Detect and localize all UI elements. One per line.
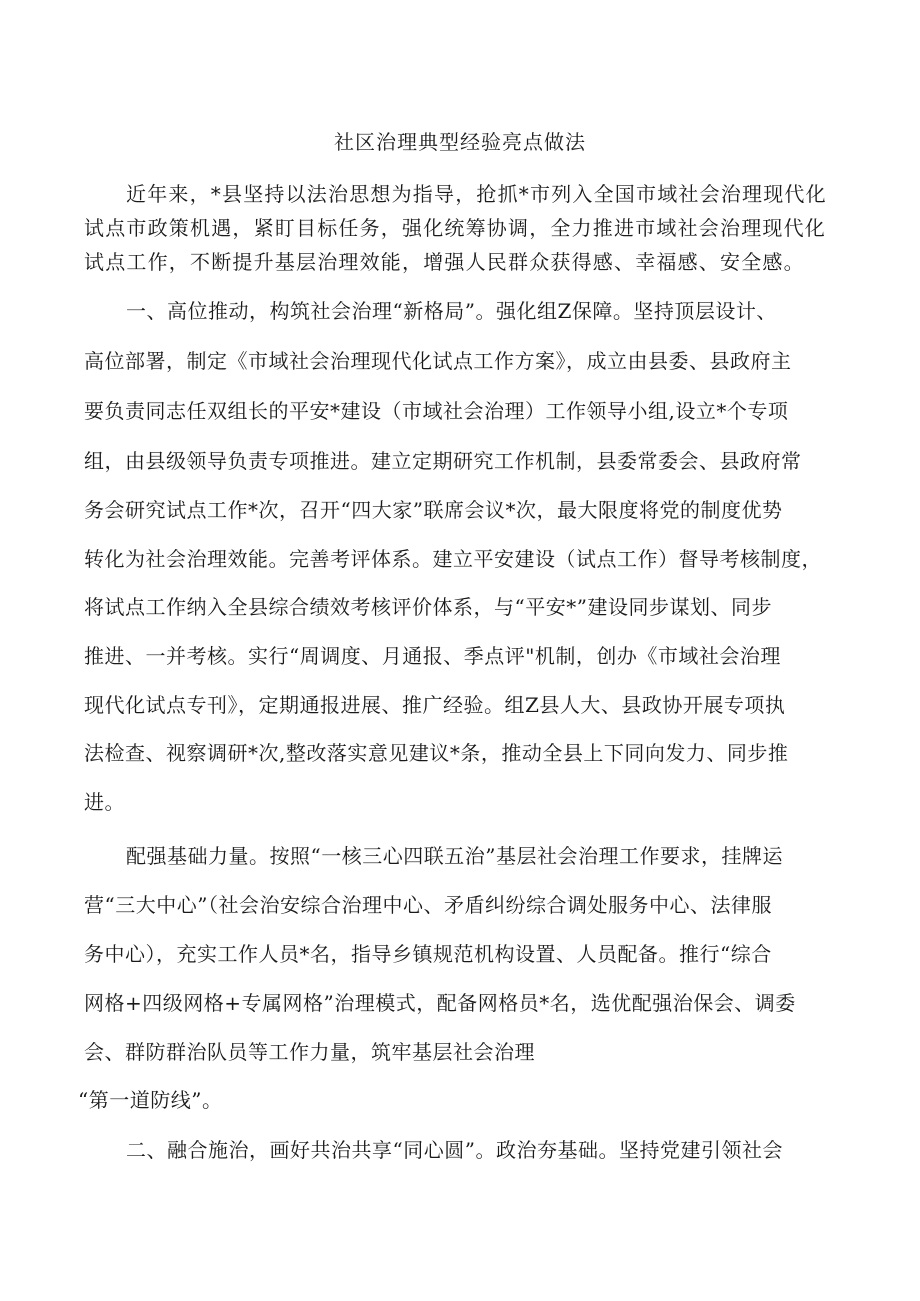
section2-line: 网格+四级网格+专属网格”治理模式，配备网格员*名，选优配强治保会、调委	[84, 991, 796, 1015]
section1-line: 进。	[84, 790, 125, 814]
document-title: 社区治理典型经验亮点做法	[334, 130, 586, 154]
section1-line: 组，由县级领导负责专项推进。建立定期研究工作机制，县委常委会、县政府常	[84, 449, 802, 473]
section2-line: “第一道防线”。	[78, 1088, 223, 1112]
section1-line: 转化为社会治理效能。完善考评体系。建立平安建设（试点工作）督导考核制度，	[84, 547, 822, 571]
section2-line: 配强基础力量。按照“一核三心四联五治”基层社会治理工作要求，挂牌运	[126, 844, 783, 868]
section2-line: 务中心），充实工作人员*名，指导乡镇规范机构设置、人员配备。推行“综合	[84, 942, 772, 966]
section1-line: 高位部署，制定《市域社会治理现代化试点工作方案》，成立由县委、县政府主	[84, 349, 792, 373]
section1-line: 务会研究试点工作*次，召开“四大家”联席会议*次，最大限度将党的制度优势	[84, 498, 783, 522]
section1-line: 法检查、视察调研*次,整改落实意见建议*条，推动全县上下同向发力、同步推	[84, 741, 789, 765]
section3-line: 二、融合施治，画好共治共享“同心圆”。政治夯基础。坚持党建引领社会	[126, 1138, 783, 1162]
intro-line: 近年来，*县坚持以法治思想为指导，抢抓*市列入全国市域社会治理现代化	[126, 182, 827, 206]
intro-line: 试点工作，不断提升基层治理效能，增强人民群众获得感、幸福感、安全感。	[84, 250, 805, 274]
section1-line: 推进、一并考核。实行“周调度、月通报、季点评"机制，创办《市域社会治理	[84, 644, 781, 668]
intro-line: 试点市政策机遇，紧盯目标任务，强化统筹协调，全力推进市域社会治理现代化	[84, 216, 826, 240]
section2-line: 营“三大中心”（社会治安综合治理中心、矛盾纠纷综合调处服务中心、法律服	[84, 893, 772, 917]
section1-line: 现代化试点专刊》，定期通报进展、推广经验。组Z县人大、县政协开展专项执	[84, 693, 786, 717]
section1-line: 要负责同志任双组长的平安*建设（市域社会治理）工作领导小组,设立*个专项	[84, 399, 789, 423]
section2-line: 会、群防群治队员等工作力量，筑牢基层社会治理	[84, 1040, 535, 1064]
section1-line: 将试点工作纳入全县综合绩效考核评价体系，与“平安*”建设同步谋划、同步	[84, 595, 772, 619]
section1-line: 一、高位推动，构筑社会治理“新格局”。强化组Z保障。坚持顶层设计、	[126, 299, 777, 323]
